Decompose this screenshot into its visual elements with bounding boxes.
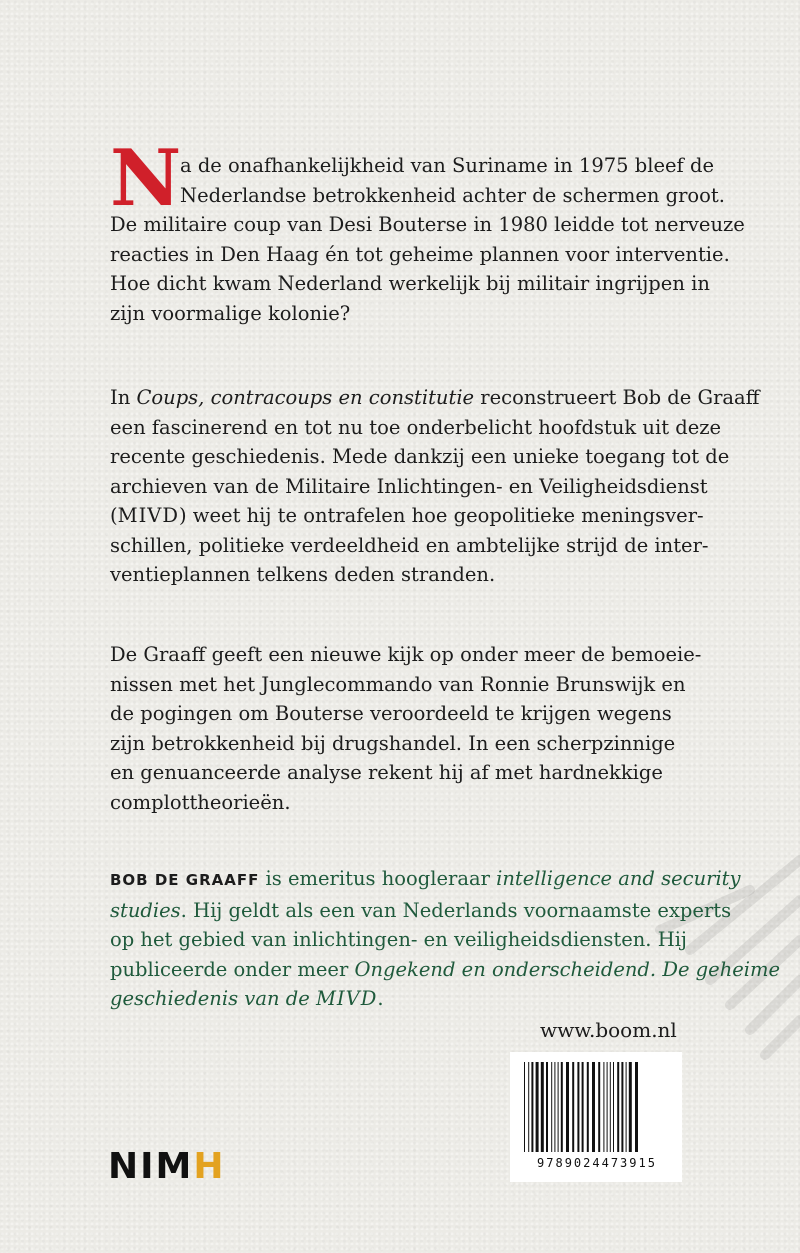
text-line: Nederlandse betrokkenheid achter de schermen groot. — [180, 183, 725, 207]
barcode-bar — [528, 1062, 529, 1152]
barcode-bar — [541, 1062, 544, 1152]
barcode-bar — [629, 1062, 632, 1152]
text-line: archieven van de Militaire Inlichtingen- en Veiligheidsdienst — [110, 474, 708, 498]
text-line: nissen met het Junglecommando van Ronnie Brunswijk en — [110, 672, 686, 696]
barcode-bar — [551, 1062, 552, 1152]
barcode-bar — [546, 1062, 548, 1152]
text-line: een fascinerend en tot nu toe onderbelicht hoofdstuk uit deze — [110, 415, 722, 439]
book-title: Coups, contracoups en constitutie — [136, 386, 475, 409]
barcode-bar — [582, 1062, 584, 1152]
text-line: schillen, politieke verdeeldheid en ambtelijke strijd de inter- — [110, 533, 709, 557]
nimh-logo: NIMH — [108, 1146, 226, 1187]
text-line: De Graaff geeft een nieuwe kijk op onder meer de bemoeie- — [110, 643, 702, 666]
barcode-bars — [522, 1062, 672, 1154]
text-line: complottheorieën. — [110, 790, 291, 814]
barcode-bar — [603, 1062, 604, 1152]
text-line: In Coups, contracoups en constitutie reconstrueert Bob de Graaff — [110, 386, 760, 409]
barcode-bar — [524, 1062, 525, 1152]
drop-cap: N — [110, 133, 182, 224]
barcode-bar — [572, 1062, 574, 1152]
text-line: Hoe dicht kwam Nederland werkelijk bij militair ingrijpen in — [110, 272, 710, 295]
abbreviation: MIVD — [315, 987, 378, 1010]
barcode-bar — [561, 1062, 563, 1152]
text-line: de pogingen om Bouterse veroordeeld te krijgen wegens — [110, 702, 672, 725]
text-line: zijn voormalige kolonie? — [110, 301, 351, 325]
publisher-url[interactable]: www.boom.nl — [540, 1018, 677, 1042]
text-line: op het gebied van inlichtingen- en veiligheidsdiensten. Hij — [110, 928, 687, 951]
text-line: (MIVD) weet hij te ontrafelen hoe geopolitieke meningsver- — [110, 504, 704, 527]
text-line: studies. Hij geldt als een van Nederlands voornaamste experts — [110, 898, 732, 922]
text-line: BOB DE GRAAFF is emeritus hoogleraar intelligence and security — [110, 867, 741, 890]
barcode-bar — [558, 1062, 559, 1152]
barcode-bar — [613, 1062, 614, 1152]
barcode-bar — [554, 1062, 555, 1152]
text-line: De militaire coup van Desi Bouterse in 1980 leidde tot nerveuze — [110, 213, 745, 236]
barcode-bar — [598, 1062, 600, 1152]
author-name: BOB DE GRAAFF — [110, 871, 260, 889]
text-line: en genuanceerde analyse rekent hij af met hardnekkige — [110, 761, 663, 784]
summary-paragraph — [110, 383, 760, 590]
barcode-bar — [621, 1062, 623, 1152]
text-line: geschiedenis van de MIVD. — [110, 987, 384, 1010]
text-line: recente geschiedenis. Mede dankzij een unieke toegang tot de — [110, 445, 730, 468]
detail-paragraph — [110, 640, 710, 817]
text-line: a de onafhankelijkheid van Suriname in 1975 bleef de — [180, 154, 714, 177]
barcode-bar — [617, 1062, 619, 1152]
text-line: reacties in Den Haag én tot geheime plannen voor interventie. — [110, 242, 730, 266]
barcode-bar — [626, 1062, 627, 1152]
barcode-bar — [536, 1062, 539, 1152]
barcode — [510, 1052, 682, 1182]
barcode-bar — [587, 1062, 589, 1152]
barcode-bar — [577, 1062, 579, 1152]
intro-paragraph — [110, 151, 745, 328]
text-line: zijn betrokkenheid bij drugshandel. In een scherpzinnige — [110, 731, 676, 755]
barcode-bar — [531, 1062, 533, 1152]
barcode-bar — [592, 1062, 595, 1152]
text-line: publiceerde onder meer Ongekend en onderscheidend. De geheime — [110, 957, 781, 981]
abbreviation: MIVD — [117, 504, 179, 527]
barcode-bar — [635, 1062, 638, 1152]
barcode-bar — [610, 1062, 611, 1152]
author-bio — [110, 864, 781, 1014]
isbn-number: 9789024473915 — [537, 1156, 657, 1170]
barcode-bar — [566, 1062, 569, 1152]
barcode-bar — [607, 1062, 608, 1152]
text-line: ventieplannen telkens deden stranden. — [110, 563, 496, 586]
